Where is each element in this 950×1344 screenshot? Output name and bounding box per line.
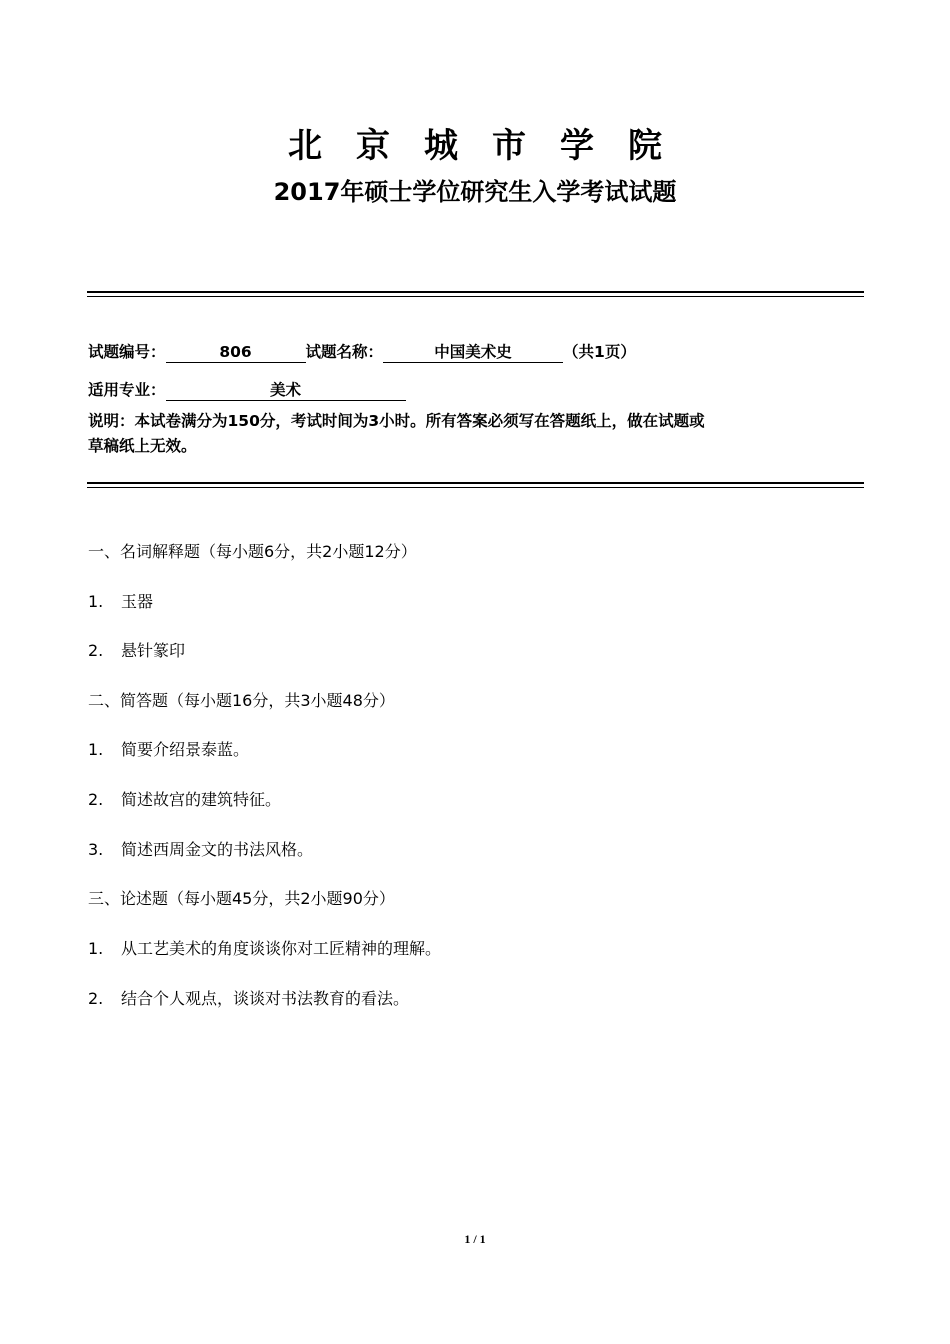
school-title: 北京城市学院	[288, 126, 696, 166]
question-text: 悬针篆印	[121, 641, 186, 660]
question-item	[88, 837, 313, 860]
exam-code-label: 试题编号：	[88, 343, 166, 361]
exam-name-value: 中国美术史	[383, 342, 563, 363]
section-heading-3: 三、论述题（每小题45分，共2小题90分）	[88, 889, 395, 908]
question-number: 3.	[88, 840, 104, 859]
question-item	[88, 787, 281, 810]
major-label: 适用专业：	[88, 381, 166, 399]
question-item	[88, 638, 185, 661]
pages-note: （共1页）	[563, 343, 636, 361]
question-number: 1.	[88, 592, 104, 611]
question-number: 1.	[88, 740, 104, 759]
exam-name-label: 试题名称：	[305, 343, 384, 361]
question-text: 简述西周金文的书法风格。	[121, 840, 314, 859]
section-heading-1: 一、名词解释题（每小题6分，共2小题12分）	[88, 542, 417, 561]
exam-code-value: 806	[166, 342, 306, 363]
question-number: 2.	[88, 989, 104, 1008]
question-number: 2.	[88, 790, 104, 809]
question-item	[88, 936, 441, 959]
question-item	[88, 589, 153, 612]
question-text: 简要介绍景泰蓝。	[121, 740, 250, 759]
question-text: 玉器	[121, 592, 154, 611]
question-text: 从工艺美术的角度谈谈你对工匠精神的理解。	[121, 939, 442, 958]
page-number: 1 / 1	[464, 1232, 486, 1246]
question-text: 结合个人观点，谈谈对书法教育的看法。	[121, 989, 410, 1008]
exam-note-line-1: 说明：本试卷满分为150分，考试时间为3小时。所有答案必须写在答题纸上，做在试题或	[88, 412, 705, 430]
question-item	[88, 986, 409, 1009]
top-divider	[87, 291, 864, 297]
exam-title: 2017年硕士学位研究生入学考试试题	[273, 178, 677, 206]
exam-note-line-2: 草稿纸上无效。	[88, 437, 197, 455]
bottom-divider	[87, 482, 864, 488]
exam-code-row	[88, 340, 636, 363]
question-text: 简述故宫的建筑特征。	[121, 790, 282, 809]
question-item	[88, 737, 249, 760]
major-row	[88, 378, 406, 401]
question-number: 2.	[88, 641, 104, 660]
section-heading-2: 二、简答题（每小题16分，共3小题48分）	[88, 691, 395, 710]
major-value: 美术	[166, 380, 406, 401]
question-number: 1.	[88, 939, 104, 958]
